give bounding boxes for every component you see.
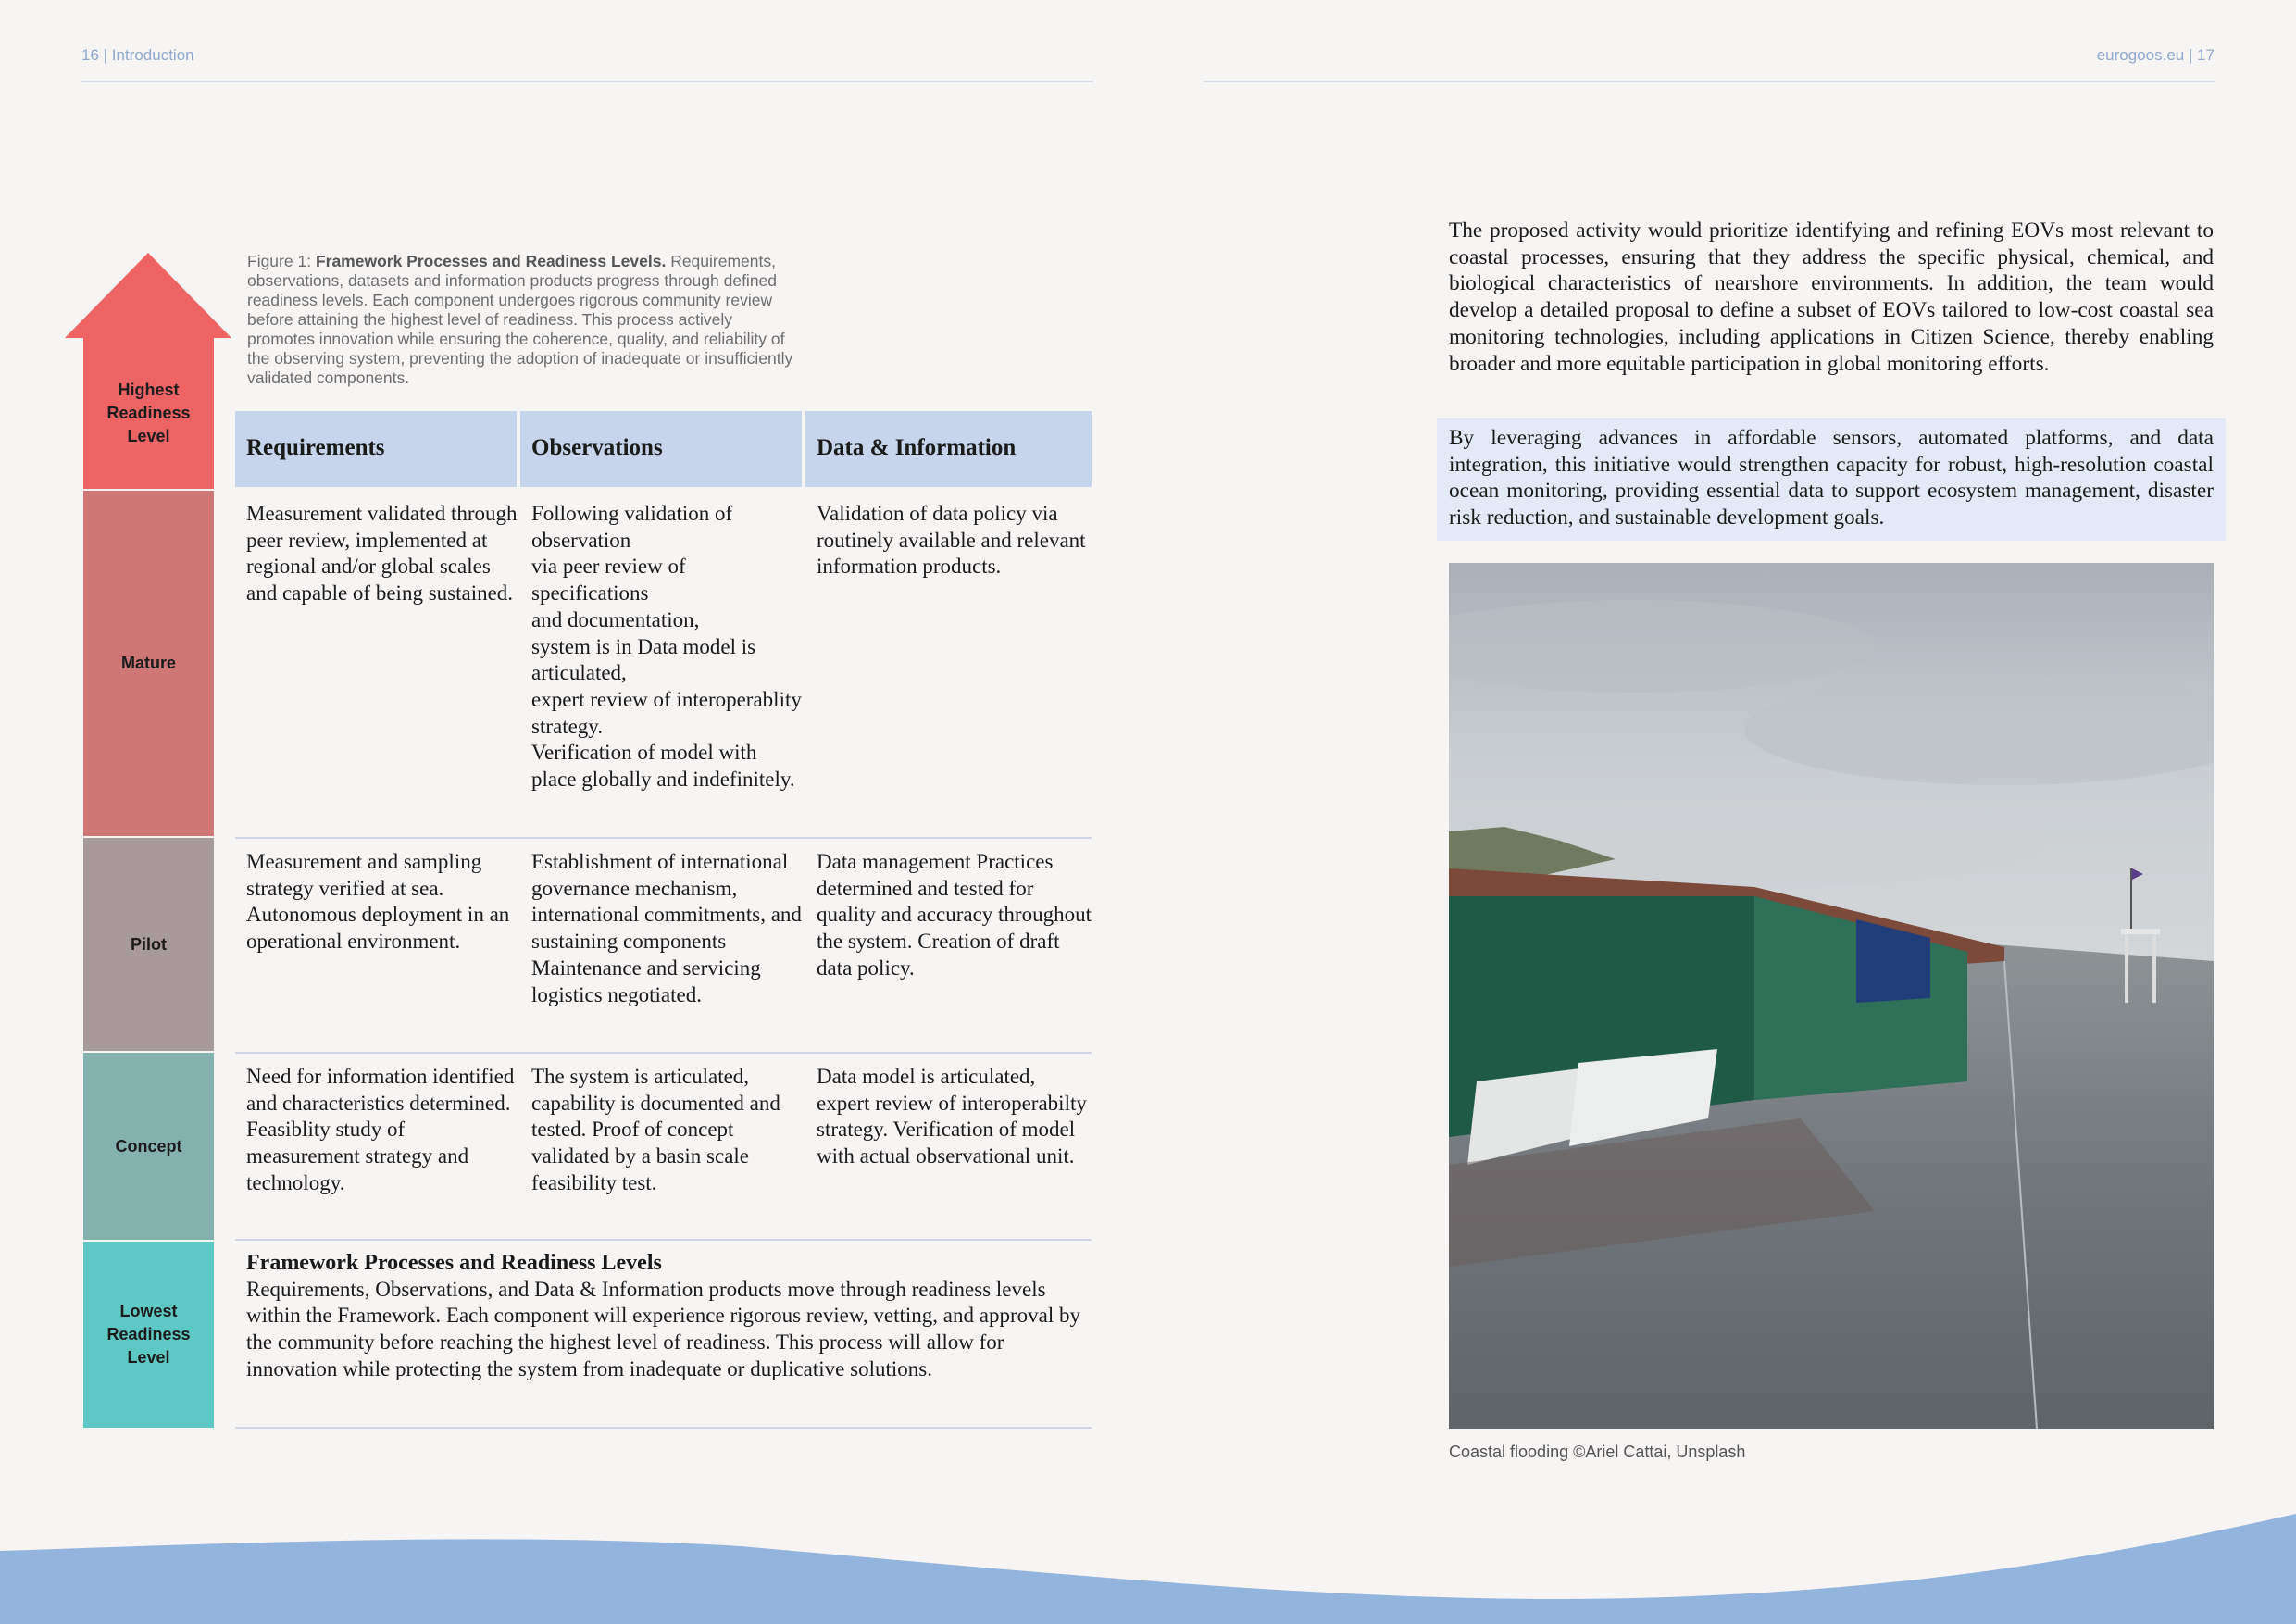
level-lowest [83,1242,214,1428]
cell-requirements: Measurement validated through peer review, implemented at regional and/or global scales and capable of being sustained. [246,502,518,606]
table-row-concept [235,1064,1092,1241]
cell-observations: The system is articulated, capability is documented and tested. Proof of concept validated by a basin scale feasibility test. [531,1065,780,1194]
cell-observations: Following validation of observation via peer review of specifications and documentation, system is in Data model is articulated, expert review of interoperablity strategy. Verification of model with place globally and indefinitely. [531,502,802,792]
summary-title: Framework Processes and Readiness Levels [246,1251,662,1275]
cell-observations: Establishment of international governance mechanism, international commitments, and sustaining components Maintenance and servicing logistics negotiated. [531,850,802,1006]
readiness-table [235,411,1092,487]
arrow-head-icon [65,253,231,338]
level-lowest-label: Lowest Readiness Level [106,1302,191,1367]
figure-caption [247,252,803,388]
figure-prefix: Figure 1: [247,252,316,270]
level-concept [83,1053,214,1240]
level-highest-label: Highest Readiness Level [106,380,191,445]
figure-title: Framework Processes and Readiness Levels. [315,252,667,270]
table-row-pilot [235,849,1092,1054]
cell-data-information: Validation of data policy via routinely available and relevant information products. [817,502,1086,579]
col-header-requirements: Requirements [235,411,517,487]
cell-data-information: Data model is articulated, expert review of interoperabilty strategy. Verification of model with actual observational unit. [817,1065,1087,1168]
running-header-right: eurogoos.eu | 17 [2096,46,2215,64]
running-header-left: 16 | Introduction [81,46,194,64]
figure-text: Requirements, observations, datasets and information products progress through defined readiness levels. Each component undergoes rigorous community review before attaining the highest level of readiness. This process actively promotes innovation while ensuring the coherence, quality, and reliability of the observing system, preventing the adoption of inadequate or insufficiently validated components. [247,252,793,387]
table-summary [235,1250,1092,1429]
table-row-mature [235,501,1092,839]
body-paragraph-1: The proposed activity would prioritize identifying and refining EOVs most relevant to coastal processes, ensuring that they address the specific physical, chemical, and biological characteristics of nearshore environments. In addition, the team would develop a detailed proposal to define a subset of EOVs tailored to low-cost coastal sea monitoring technologies, including applications in Citizen Science, thereby enabling broader and more equitable participation in global monitoring efforts. [1449,219,2214,376]
col-header-observations: Observations [520,411,802,487]
level-pilot-label: Pilot [131,934,167,954]
footer-wave [0,1500,2296,1624]
level-mature [83,491,214,836]
coastal-flooding-photo [1449,563,2214,1429]
cell-data-information: Data management Practices determined and tested for quality and accuracy throughout the system. Creation of draft data policy. [817,850,1092,980]
level-mature-label: Mature [120,654,176,672]
cell-requirements: Measurement and sampling strategy verified at sea. Autonomous deployment in an operational environment. [246,850,510,954]
summary-text: Requirements, Observations, and Data & Information products move through readiness levels within the Framework. Each component will experience rigorous review, vetting, and approval by the community before reaching the highest level of readiness. This process will allow for innovation while protecting the system from inadequate or duplicative solutions. [246,1277,1080,1380]
level-highest [83,337,214,489]
header-rule-left [81,81,1093,82]
beach-scene-image [1449,563,2214,1429]
level-concept-label: Concept [115,1136,182,1156]
cell-requirements: Need for information identified and characteristics determined. Feasiblity study of measurement strategy and technology. [246,1065,515,1194]
header-rule-right [1204,81,2215,82]
body-paragraph-2: By leveraging advances in affordable sensors, automated platforms, and data integration, this initiative would strengthen capacity for robust, high-resolution coastal ocean monitoring, providing essential data to support ecosystem management, disaster risk reduction, and sustainable development goals. [1449,426,2214,531]
col-header-data-information: Data & Information [805,411,1092,487]
level-pilot [83,838,214,1051]
photo-caption: Coastal flooding ©Ariel Cattai, Unsplash [1449,1443,1746,1461]
